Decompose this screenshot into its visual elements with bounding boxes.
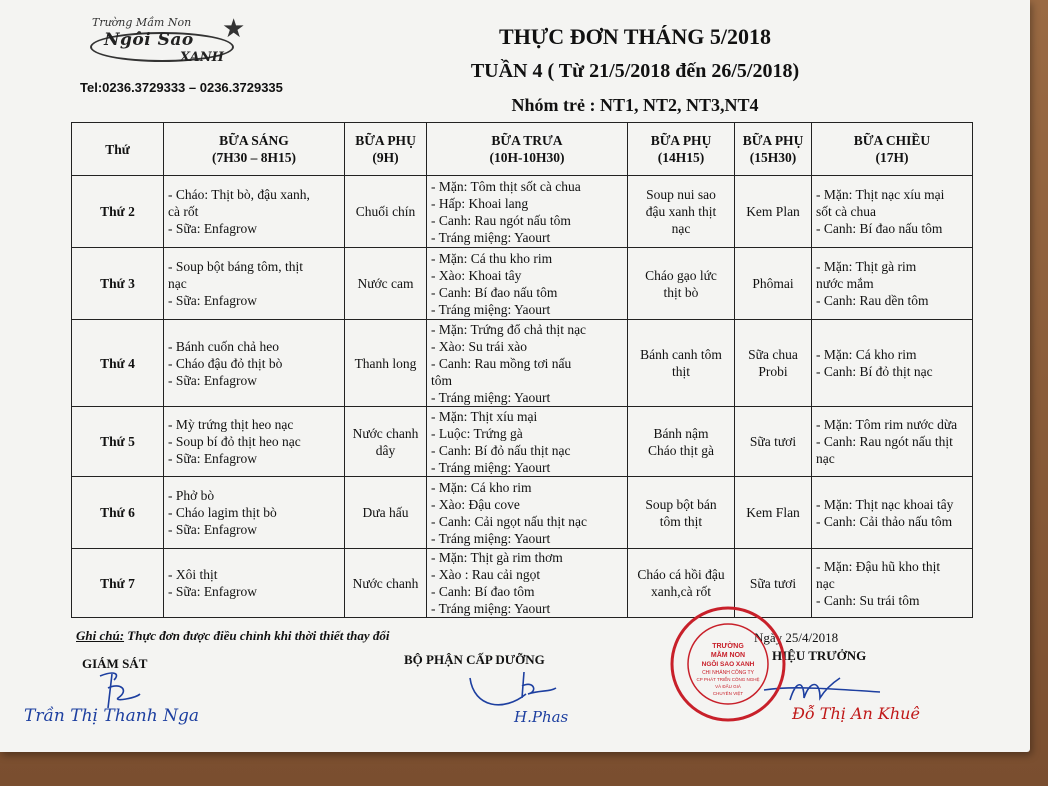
cell-line: nước mắm (816, 276, 874, 291)
cell-line: Kem Flan (746, 505, 800, 520)
snack-15h-cell (735, 248, 812, 320)
kitchen-signature-scribble (464, 668, 574, 712)
cell-line: xanh,cà rốt (651, 584, 711, 599)
cell-line: tôm (431, 372, 453, 388)
snack-9h-cell: Nước chanh dây (345, 407, 427, 477)
svg-text:VÀ ĐẤU GIÁ: VÀ ĐẤU GIÁ (715, 684, 741, 689)
cell-line: - Tráng miệng: Yaourt (431, 530, 551, 546)
school-stamp (668, 604, 788, 724)
menu-week: TUẦN 4 ( Từ 21/5/2018 đến 26/5/2018) (470, 60, 800, 82)
cell-line: - Mặn: Thịt nạc khoai tây (816, 496, 954, 512)
logo-sub: XANH (180, 50, 224, 65)
svg-text:TRƯỜNG: TRƯỜNG (712, 643, 744, 650)
table-row (72, 248, 973, 320)
snack-9h-cell: Chuối chín (345, 176, 427, 248)
cell-line: - Phở bò (168, 488, 215, 503)
snack-15h-cell (735, 407, 812, 477)
cell-line: đậu xanh thịt (645, 204, 717, 219)
snack-9h-cell: Nước chanh (345, 549, 427, 618)
dinner-cell (812, 320, 973, 407)
cell-line: - Mặn: Cá kho rim (816, 347, 917, 362)
breakfast-cell (164, 248, 345, 320)
snack-14h-cell (628, 320, 735, 407)
cell-line: - Sữa: Enfagrow (168, 372, 258, 388)
breakfast-cell (164, 549, 345, 618)
cell-line: - Canh: Rau dền tôm (816, 293, 929, 308)
cell-line: Kem Plan (746, 204, 800, 219)
cell-line: - Canh: Bí đao nấu tôm (816, 221, 943, 236)
col-header: BỮA CHIỀU (17H) (812, 123, 973, 176)
cell-line: - Mặn: Cá kho rim (431, 479, 532, 495)
svg-text:CHI NHÁNH CÔNG TY: CHI NHÁNH CÔNG TY (702, 670, 754, 676)
lunch-cell (427, 320, 628, 407)
lunch-cell (427, 549, 628, 618)
svg-text:MẦM NON: MẦM NON (710, 652, 746, 659)
table-header-row (72, 123, 973, 176)
table-row (72, 549, 973, 618)
cell-line: - Mặn: Thịt xíu mại (431, 408, 538, 424)
cell-line: - Mặn: Tôm thịt sốt cà chua (431, 178, 581, 194)
snack-14h-cell (628, 477, 735, 549)
cell-line: Soup bột bán (645, 496, 717, 512)
cell-line: Sữa tươi (749, 434, 797, 449)
cell-line: - Cháo: Thịt bò, đậu xanh, (168, 187, 310, 202)
cell-line: - Bánh cuốn chả heo (168, 338, 279, 354)
cell-line: - Cháo đậu đỏ thịt bò (168, 355, 283, 371)
day-cell: Thứ 5 (72, 407, 164, 477)
cell-line: nạc (816, 575, 835, 591)
cell-line: - Tráng miệng: Yaourt (431, 389, 551, 405)
kitchen-title: BỘ PHẬN CẤP DƯỠNG (404, 652, 545, 667)
day-cell: Thứ 6 (72, 477, 164, 549)
kitchen-signature: H.Phas (514, 708, 569, 726)
cell-line: - Tráng miệng: Yaourt (431, 459, 551, 475)
cell-line: Sữa tươi (749, 575, 797, 591)
cell-line: - Sữa: Enfagrow (168, 522, 258, 537)
cell-line: Cháo cá hồi đậu (637, 567, 725, 582)
day-cell: Thứ 3 (72, 248, 164, 320)
school-phone: Tel:0236.3729333 – 0236.3729335 (80, 80, 283, 95)
cell-line: - Cháo lagim thịt bò (168, 505, 277, 520)
cell-line: Bánh canh tôm (640, 347, 722, 362)
cell-line: - Xôi thịt (168, 567, 218, 582)
cell-line: - Sữa: Enfagrow (168, 221, 258, 236)
menu-note: Ghi chú: Thực đơn được điều chỉnh khi thời thiết thay đổi (76, 628, 390, 643)
cell-line: - Tráng miệng: Yaourt (431, 229, 551, 245)
snack-15h-cell (735, 477, 812, 549)
cell-line: - Mỳ trứng thịt heo nạc (168, 417, 294, 432)
table-row (72, 320, 973, 407)
cell-line: - Soup bột báng tôm, thịt (168, 259, 303, 274)
table-row (72, 407, 973, 477)
cell-line: sốt cà chua (816, 204, 876, 219)
table-row (72, 176, 973, 248)
cell-line: nạc (671, 221, 691, 236)
snack-9h-cell: Nước cam (345, 248, 427, 320)
lunch-cell (427, 407, 628, 477)
col-header: BỮA TRƯA (10H-10H30) (427, 123, 628, 176)
table-row (72, 477, 973, 549)
col-header: BỮA PHỤ (15H30) (735, 123, 812, 176)
dinner-cell (812, 549, 973, 618)
day-cell: Thứ 4 (72, 320, 164, 407)
svg-text:CP PHÁT TRIỂN CÔNG NGHỆ: CP PHÁT TRIỂN CÔNG NGHỆ (696, 677, 760, 682)
cell-line: - Mặn: Thịt gà rim (816, 259, 917, 274)
menu-body (72, 176, 973, 618)
day-cell: Thứ 2 (72, 176, 164, 248)
supervisor-title: GIÁM SÁT (82, 656, 148, 671)
cell-line: - Mặn: Thịt nạc xíu mại (816, 187, 945, 202)
cell-line: Cháo gạo lức (645, 267, 717, 283)
cell-line: - Xào : Rau cải ngọt (431, 567, 541, 582)
principal-signature: Đỗ Thị An Khuê (792, 704, 920, 723)
cell-line: - Canh: Cải thảo nấu tôm (816, 513, 953, 529)
principal-title: HIỆU TRƯỞNG (772, 648, 867, 663)
cell-line: Bánh nậm (653, 425, 709, 441)
logo-top-text: Trường Mầm Non (92, 16, 192, 29)
breakfast-cell (164, 176, 345, 248)
cell-line: tôm thịt (659, 513, 703, 529)
cell-line: - Mặn: Đậu hũ kho thịt (816, 558, 941, 574)
snack-14h-cell (628, 248, 735, 320)
cell-line: - Sữa: Enfagrow (168, 451, 258, 466)
cell-line: Phômai (752, 276, 794, 291)
svg-text:CHUYÊN VIỆT: CHUYÊN VIỆT (712, 691, 744, 696)
cell-line: - Canh: Bí đao tôm (431, 584, 535, 599)
lunch-cell (427, 248, 628, 320)
cell-line: - Canh: Bí đỏ nấu thịt nạc (431, 442, 571, 458)
cell-line: Soup nui sao (646, 187, 716, 202)
cell-line: - Canh: Rau ngót nấu thịt (816, 434, 953, 449)
cell-line: nạc (168, 276, 187, 291)
cell-line: Cháo thịt gà (648, 442, 714, 458)
breakfast-cell (164, 407, 345, 477)
cell-line: - Xào: Đậu cove (431, 496, 520, 512)
dinner-cell (812, 407, 973, 477)
cell-line: - Mặn: Tôm rim nước dừa (816, 417, 958, 432)
cell-line: - Canh: Su trái tôm (816, 592, 920, 608)
svg-text:NGÔI SAO XANH: NGÔI SAO XANH (701, 661, 755, 668)
menu-group: Nhóm trẻ : NT1, NT2, NT3,NT4 (511, 95, 759, 115)
cell-line: - Canh: Bí đỏ thịt nạc (816, 364, 933, 379)
cell-line: - Soup bí đỏ thịt heo nạc (168, 434, 301, 449)
snack-15h-cell (735, 176, 812, 248)
cell-line: - Canh: Bí đao nấu tôm (431, 284, 558, 300)
col-header: BỮA PHỤ (14H15) (628, 123, 735, 176)
snack-9h-cell: Thanh long (345, 320, 427, 407)
dinner-cell (812, 176, 973, 248)
cell-line: cà rốt (168, 204, 199, 219)
cell-line: - Xào: Su trái xào (431, 338, 527, 354)
cell-line: thịt (671, 364, 690, 379)
menu-table (71, 122, 973, 618)
cell-line: - Canh: Rau ngót nấu tôm (431, 212, 571, 228)
cell-line: - Sữa: Enfagrow (168, 584, 258, 599)
snack-9h-cell: Dưa hấu (345, 477, 427, 549)
school-logo (84, 14, 254, 65)
cell-line: - Mặn: Cá thu kho rim (431, 250, 553, 266)
col-header: Thứ (72, 123, 164, 176)
col-header: BỮA PHỤ (9H) (345, 123, 427, 176)
menu-title: THỰC ĐƠN THÁNG 5/2018 (499, 24, 771, 49)
cell-line: - Tráng miệng: Yaourt (431, 301, 551, 317)
col-header: BỮA SÁNG (7H30 – 8H15) (164, 123, 345, 176)
cell-line: - Hấp: Khoai lang (431, 195, 529, 211)
lunch-cell (427, 477, 628, 549)
supervisor-signature: Trần Thị Thanh Nga (24, 706, 199, 726)
cell-line: - Tráng miệng: Yaourt (431, 601, 551, 616)
sign-date: Ngày 25/4/2018 (754, 630, 839, 645)
cell-line: - Luộc: Trứng gà (431, 425, 523, 441)
cell-line: - Mặn: Trứng đổ chả thịt nạc (431, 321, 587, 337)
day-cell: Thứ 7 (72, 549, 164, 618)
logo-name: Ngôi Sao (104, 30, 194, 50)
snack-14h-cell (628, 176, 735, 248)
dinner-cell (812, 477, 973, 549)
cell-line: - Sữa: Enfagrow (168, 293, 258, 308)
cell-line: Probi (758, 364, 788, 379)
cell-line: - Canh: Rau mồng tơi nấu (431, 355, 572, 371)
snack-14h-cell (628, 407, 735, 477)
dinner-cell (812, 248, 973, 320)
cell-line: nạc (816, 451, 835, 466)
snack-15h-cell (735, 320, 812, 407)
star-icon: ★ (222, 14, 246, 43)
cell-line: - Mặn: Thịt gà rim thơm (431, 550, 563, 565)
cell-line: - Canh: Cải ngọt nấu thịt nạc (431, 513, 587, 529)
breakfast-cell (164, 477, 345, 549)
cell-line: - Xào: Khoai tây (431, 267, 522, 283)
cell-line: Sữa chua (748, 347, 798, 362)
breakfast-cell (164, 320, 345, 407)
lunch-cell (427, 176, 628, 248)
cell-line: thịt bò (663, 284, 699, 300)
